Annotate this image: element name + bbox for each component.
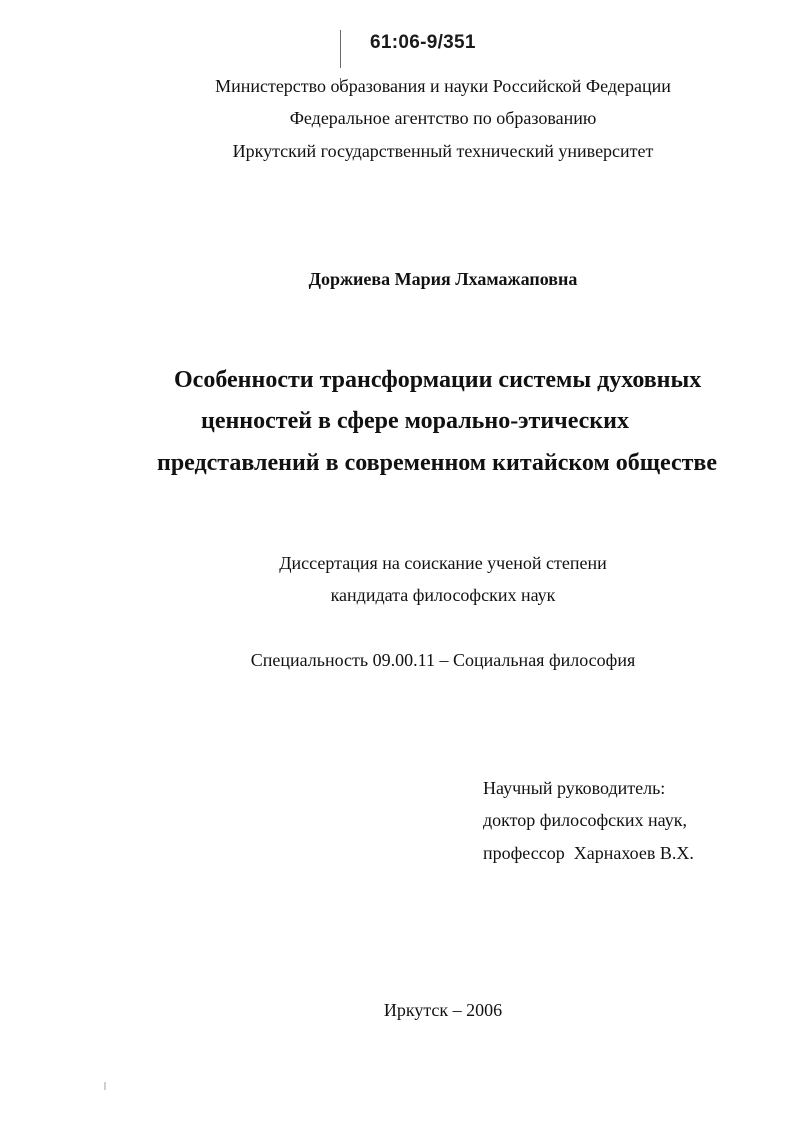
ministry-name: Министерство образования и науки Российской Федерации xyxy=(215,76,671,96)
advisor-degree: доктор философских наук, xyxy=(483,810,687,830)
degree-field: кандидата философских наук xyxy=(330,585,556,605)
dissertation-title-line: Особенности трансформации системы духовных xyxy=(174,367,702,393)
degree-statement: Диссертация на соискание ученой степени xyxy=(279,553,607,573)
place-year: Иркутск – 2006 xyxy=(383,1000,503,1020)
archive-code: 61:06-9/351 xyxy=(370,32,476,53)
specialty: Специальность 09.00.11 – Социальная философия xyxy=(250,650,636,670)
scan-margin-line xyxy=(340,30,341,68)
advisor-name: профессор Харнахоев В.Х. xyxy=(483,843,694,863)
dissertation-title-line: ценностей в сфере морально-этических xyxy=(201,408,629,434)
university-name: Иркутский государственный технический университет xyxy=(232,141,654,161)
dissertation-title-line: представлений в современном китайском обществе xyxy=(157,450,718,476)
advisor-label: Научный руководитель: xyxy=(483,778,666,798)
scan-speck xyxy=(104,1082,106,1090)
agency-name: Федеральное агентство по образованию xyxy=(289,108,597,128)
author-name: Доржиева Мария Лхамажаповна xyxy=(308,269,578,289)
